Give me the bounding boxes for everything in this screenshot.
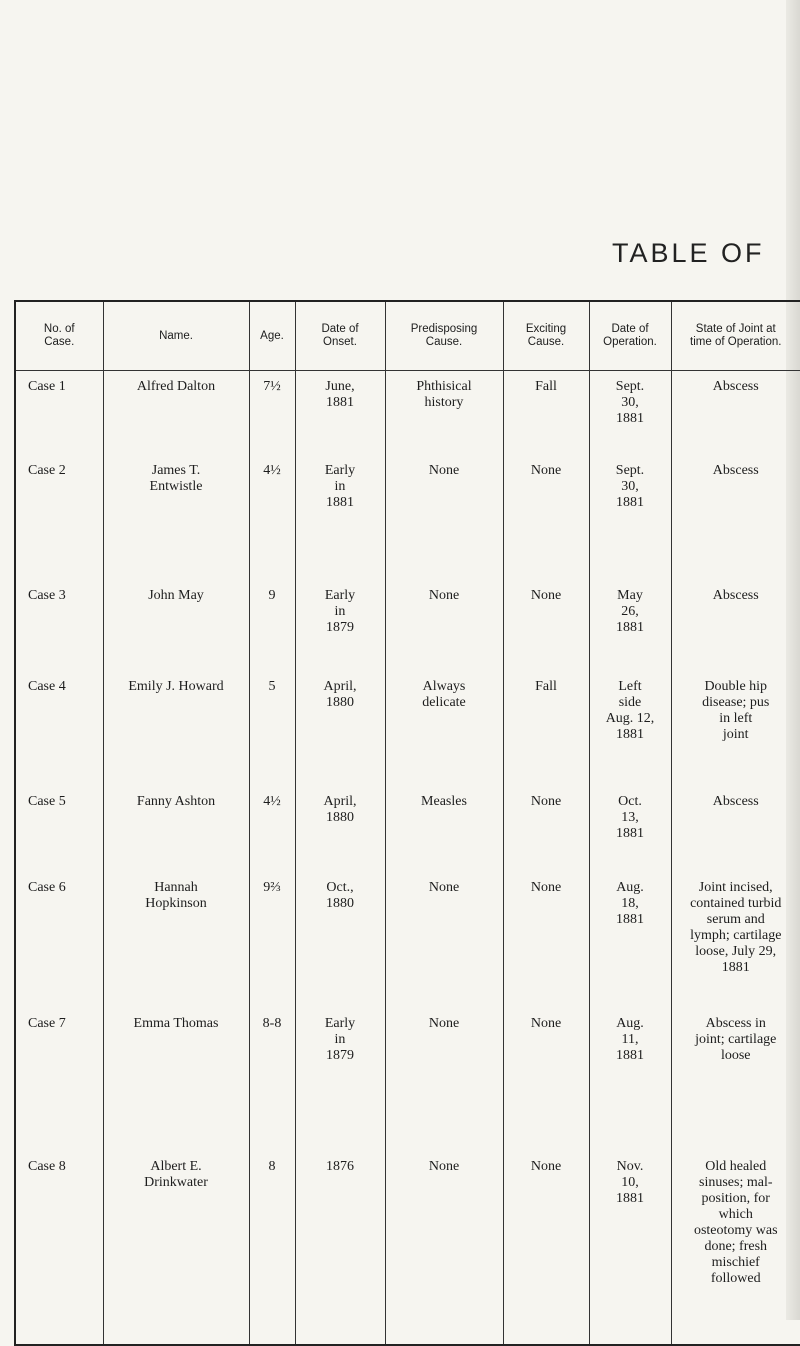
col-joint-state-header: State of Joint at time of Operation. [671,301,800,371]
col-age-cell: 5 [249,675,295,790]
col-date-operation-cell: Aug. 18, 1881 [589,876,671,1012]
col-exciting-cause-cell: None [503,1155,589,1345]
col-name-cell: Emily J. Howard [103,675,249,790]
col-case-no-header: No. of Case. [15,301,103,371]
col-joint-state-cell: Double hip disease; pus in left joint [671,675,800,790]
col-age-cell: 9 [249,584,295,675]
col-date-operation-cell: Aug. 11, 1881 [589,1012,671,1155]
col-joint-state-cell: Abscess in joint; cartilage loose [671,1012,800,1155]
col-predisposing-cause-header: Predisposing Cause. [385,301,503,371]
col-joint-state-cell: Old healed sinuses; mal- position, for which osteotomy was done; fresh mischief followed [671,1155,800,1345]
col-predisposing-cause-cell: Phthisical history [385,371,503,459]
col-date-onset-cell: April, 1880 [295,675,385,790]
col-date-operation-cell: Sept. 30, 1881 [589,371,671,459]
col-predisposing-cause-cell: Measles [385,790,503,876]
col-date-operation-cell: May 26, 1881 [589,584,671,675]
col-age-cell: 4½ [249,790,295,876]
col-case-no-cell: Case 6 [15,876,103,1012]
col-date-operation-cell: Oct. 13, 1881 [589,790,671,876]
col-predisposing-cause-cell: None [385,1012,503,1155]
col-joint-state-cell: Abscess [671,459,800,584]
table-row [15,876,800,1012]
table-row [15,790,800,876]
table-row [15,675,800,790]
col-name-cell: John May [103,584,249,675]
col-case-no-cell: Case 3 [15,584,103,675]
col-case-no-cell: Case 5 [15,790,103,876]
col-predisposing-cause-cell: None [385,584,503,675]
col-age-cell: 9⅔ [249,876,295,1012]
col-exciting-cause-cell: None [503,459,589,584]
table-row [15,1155,800,1345]
col-name-cell: James T. Entwistle [103,459,249,584]
col-exciting-cause-cell: Fall [503,675,589,790]
col-exciting-cause-cell: None [503,584,589,675]
col-date-operation-cell: Nov. 10, 1881 [589,1155,671,1345]
col-exciting-cause-cell: None [503,1012,589,1155]
col-date-onset-cell: Early in 1881 [295,459,385,584]
table-row [15,1012,800,1155]
col-date-onset-cell: April, 1880 [295,790,385,876]
col-date-operation-header: Date of Operation. [589,301,671,371]
col-age-cell: 8-8 [249,1012,295,1155]
case-table [14,300,800,1346]
col-name-cell: Alfred Dalton [103,371,249,459]
col-age-header: Age. [249,301,295,371]
col-age-cell: 7½ [249,371,295,459]
col-exciting-cause-cell: Fall [503,371,589,459]
page-title: TABLE OF [612,238,765,268]
col-date-onset-cell: Early in 1879 [295,584,385,675]
col-exciting-cause-cell: None [503,790,589,876]
col-date-operation-cell: Sept. 30, 1881 [589,459,671,584]
col-name-cell: Albert E. Drinkwater [103,1155,249,1345]
col-joint-state-cell: Joint incised, contained turbid serum and lymph; cartilage loose, July 29, 1881 [671,876,800,1012]
col-date-operation-cell: Left side Aug. 12, 1881 [589,675,671,790]
table-row [15,459,800,584]
col-predisposing-cause-cell: Always delicate [385,675,503,790]
col-case-no-cell: Case 4 [15,675,103,790]
col-joint-state-cell: Abscess [671,790,800,876]
col-predisposing-cause-cell: None [385,459,503,584]
col-name-header: Name. [103,301,249,371]
col-predisposing-cause-cell: None [385,876,503,1012]
col-exciting-cause-cell: None [503,876,589,1012]
col-date-onset-cell: June, 1881 [295,371,385,459]
table-body [15,371,800,1345]
col-joint-state-cell: Abscess [671,371,800,459]
table-row [15,584,800,675]
col-age-cell: 4½ [249,459,295,584]
col-date-onset-cell: 1876 [295,1155,385,1345]
col-date-onset-cell: Oct., 1880 [295,876,385,1012]
col-name-cell: Fanny Ashton [103,790,249,876]
table-row [15,371,800,459]
col-date-onset-header: Date of Onset. [295,301,385,371]
col-case-no-cell: Case 8 [15,1155,103,1345]
col-name-cell: Emma Thomas [103,1012,249,1155]
header-row [15,301,800,371]
col-exciting-cause-header: Exciting Cause. [503,301,589,371]
col-name-cell: Hannah Hopkinson [103,876,249,1012]
col-date-onset-cell: Early in 1879 [295,1012,385,1155]
col-joint-state-cell: Abscess [671,584,800,675]
col-case-no-cell: Case 2 [15,459,103,584]
col-case-no-cell: Case 7 [15,1012,103,1155]
col-predisposing-cause-cell: None [385,1155,503,1345]
col-age-cell: 8 [249,1155,295,1345]
col-case-no-cell: Case 1 [15,371,103,459]
